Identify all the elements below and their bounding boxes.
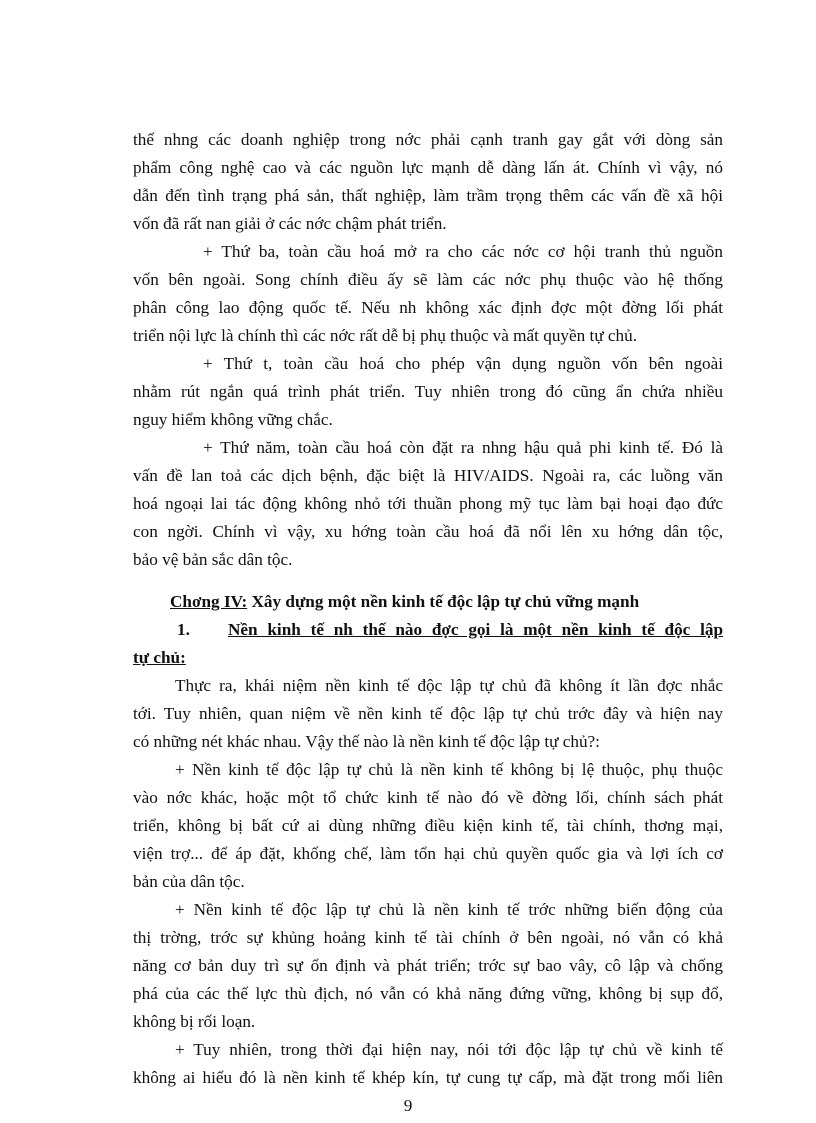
text-line: con ngời. Chính vì vậy, xu hớng toàn cầu hoá đã nổi lên xu hớng dân tộc, [133, 522, 723, 541]
text-line: + Thứ ba, toàn cầu hoá mở ra cho các nớc cơ hội tranh thủ nguồn [203, 242, 723, 261]
text-line: + Nền kinh tế độc lập tự chủ là nền kinh tế không bị lệ thuộc, phụ thuộc [175, 760, 723, 779]
text-line: không ai hiểu đó là nền kinh tế khép kín, tự cung tự cấp, mà đặt trong mối liên [133, 1068, 723, 1087]
section-title: Nền kinh tế nh thế nào đợc gọi là một nền kinh tế độc lập [228, 620, 723, 639]
text-line: viện trợ... để áp đặt, khống chế, làm tổn hại chủ quyền quốc gia và lợi ích cơ [133, 844, 723, 863]
section-title-line2: tự chủ: [133, 648, 186, 667]
text-line: phẩm công nghệ cao và các nguồn lực mạnh dễ dàng lấn át. Chính vì vậy, nó [133, 158, 723, 177]
text-line: Thực ra, khái niệm nền kinh tế độc lập tự chủ đã không ít lần đợc nhắc [175, 676, 723, 695]
text-line: + Nền kinh tế độc lập tự chủ là nền kinh tế trớc những biến động của [175, 900, 723, 919]
text-line: không bị rối loạn. [133, 1012, 256, 1031]
text-line: thị trờng, trớc sự khủng hoảng kinh tế tài chính ở bên ngoài, nó vẫn có khả [133, 928, 723, 947]
text-line: bản của dân tộc. [133, 872, 245, 891]
text-line: triển nội lực là chính thì các nớc rất dễ bị phụ thuộc và mất quyền tự chủ. [133, 326, 638, 345]
section-heading [0, 616, 816, 644]
text-line: tới. Tuy nhiên, quan niệm về nền kinh tế độc lập tự chủ trớc đây và hiện nay [133, 704, 723, 723]
text-line: phân công lao động quốc tế. Nếu nh không xác định đợc một đờng lối phát [133, 298, 723, 317]
text-line: triển, không bị bất cứ ai dùng những điều kiện kinh tế, tài chính, thơng mại, [133, 816, 723, 835]
section-number: 1. [177, 620, 190, 639]
text-line: hoá ngoại lai tác động không nhỏ tới thuần phong mỹ tục làm bại hoại đạo đức [133, 494, 723, 513]
text-line: bảo vệ bản sắc dân tộc. [133, 550, 293, 569]
text-line: nguy hiểm không vững chắc. [133, 410, 333, 429]
chapter-heading [170, 588, 730, 616]
chapter-title: Xây dựng một nền kinh tế độc lập tự chủ vững mạnh [247, 592, 640, 611]
text-line: + Tuy nhiên, trong thời đại hiện nay, nói tới độc lập tự chủ về kinh tế [175, 1040, 723, 1059]
chapter-label: Chơng IV: [170, 592, 248, 611]
text-line: có những nét khác nhau. Vậy thế nào là nền kinh tế độc lập tự chủ?: [133, 732, 600, 751]
text-line: dẫn đến tình trạng phá sản, thất nghiệp, làm trầm trọng thêm các vấn đề xã hội [133, 186, 723, 205]
text-line: vốn đã rất nan giải ở các nớc chậm phát triển. [133, 214, 447, 233]
text-line: vốn bên ngoài. Song chính điều ấy sẽ làm các nớc phụ thuộc vào hệ thống [133, 270, 723, 289]
text-line: vào nớc khác, hoặc một tổ chức kinh tế nào đó về đờng lối, chính sách phát [133, 788, 723, 807]
text-line: phá của các thế lực thù địch, nó vẫn có khả năng đứng vững, không bị sụp đổ, [133, 984, 723, 1003]
text-line: + Thứ t, toàn cầu hoá cho phép vận dụng nguồn vốn bên ngoài [203, 354, 723, 373]
page-number: 9 [403, 1096, 413, 1115]
text-line: nhằm rút ngắn quá trình phát triển. Tuy nhiên trong đó cũng ẩn chứa nhiều [133, 382, 723, 401]
text-line: + Thứ năm, toàn cầu hoá còn đặt ra nhng hậu quả phi kinh tế. Đó là [203, 438, 723, 457]
section-title-continued [133, 644, 723, 672]
text-line: thế nhng các doanh nghiệp trong nớc phải cạnh tranh gay gắt với dòng sản [133, 130, 723, 149]
text-line: vấn đề lan toả các dịch bệnh, đặc biệt là HIV/AIDS. Ngoài ra, các luồng văn [133, 466, 723, 485]
text-line: năng cơ bản duy trì sự ổn định và phát triển; trớc sự bao vây, cô lập và chống [133, 956, 723, 975]
